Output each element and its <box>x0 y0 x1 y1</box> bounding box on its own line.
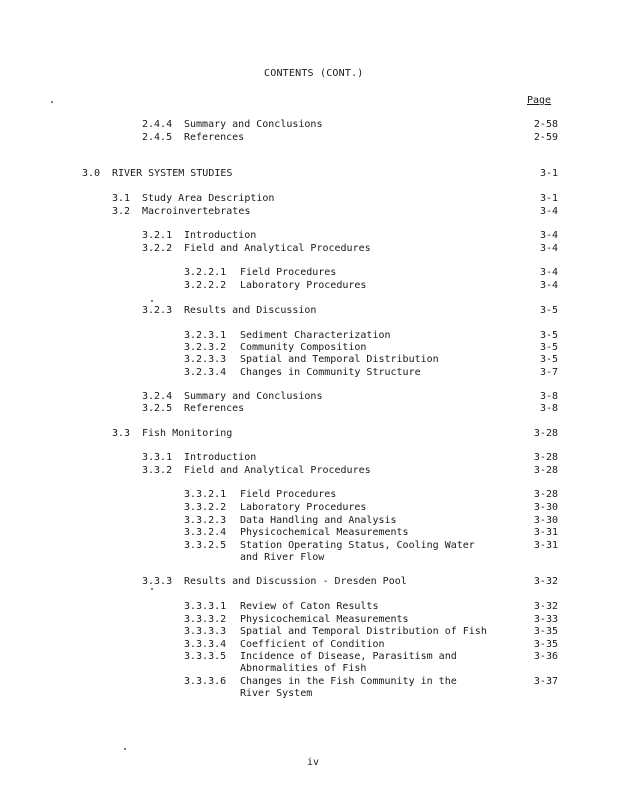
toc-entry-page: 3-30 <box>533 502 558 513</box>
toc-entry-number: 3.3.2.2 <box>184 502 227 513</box>
scan-speck <box>151 300 153 302</box>
toc-entry-number: 3.2.1 <box>142 230 173 241</box>
toc-entry-page: 3-37 <box>533 676 558 687</box>
toc-entry-label: Laboratory Procedures <box>240 502 367 513</box>
toc-entry[interactable] <box>0 132 618 144</box>
toc-entry-page: 3-33 <box>533 614 558 625</box>
toc-entry-label: Changes in Community Structure <box>240 367 421 378</box>
scan-speck <box>124 748 126 750</box>
toc-entry-label-continued: and River Flow <box>240 552 325 563</box>
scan-speck <box>51 101 53 103</box>
toc-entry-number: 3.2.3.1 <box>184 330 227 341</box>
toc-entry-number: 3.3 <box>112 428 131 439</box>
toc-entry-page: 3-4 <box>539 280 558 291</box>
toc-entry-number: 3.2.2.1 <box>184 267 227 278</box>
toc-entry-continuation <box>0 552 618 564</box>
toc-entry-page: 3-8 <box>539 391 558 402</box>
toc-entry-label: Summary and Conclusions <box>184 119 323 130</box>
toc-entry-page: 3-5 <box>539 305 558 316</box>
toc-entry-label: Laboratory Procedures <box>240 280 367 291</box>
toc-entry-number: 3.2 <box>112 206 131 217</box>
toc-entry-number: 2.4.5 <box>142 132 173 143</box>
toc-entry[interactable] <box>0 489 618 501</box>
toc-entry-number: 3.3.3.6 <box>184 676 227 687</box>
toc-entry-page: 3-1 <box>539 168 558 179</box>
toc-entry-label: Introduction <box>184 230 257 241</box>
toc-entry[interactable] <box>0 391 618 403</box>
toc-entry-label: Data Handling and Analysis <box>240 515 397 526</box>
toc-entry-page: 3-31 <box>533 527 558 538</box>
toc-entry-page: 3-4 <box>539 230 558 241</box>
toc-entry-page: 3-28 <box>533 452 558 463</box>
toc-entry-label: References <box>184 403 245 414</box>
toc-entry-label: Introduction <box>184 452 257 463</box>
toc-entry[interactable] <box>0 601 618 613</box>
toc-entry-label: Summary and Conclusions <box>184 391 323 402</box>
toc-entry-page: 3-4 <box>539 206 558 217</box>
toc-entry-label: Incidence of Disease, Parasitism and <box>240 651 457 662</box>
toc-entry-label-continued: Abnormalities of Fish <box>240 663 367 674</box>
toc-entry[interactable] <box>0 651 618 663</box>
toc-entry-number: 3.2.3.2 <box>184 342 227 353</box>
toc-entry-page: 3-35 <box>533 626 558 637</box>
toc-entry-number: 3.2.3 <box>142 305 173 316</box>
toc-entry[interactable] <box>0 452 618 464</box>
toc-entry-label: Physicochemical Measurements <box>240 527 409 538</box>
toc-entry[interactable] <box>0 330 618 342</box>
toc-entry-page: 3-28 <box>533 428 558 439</box>
toc-entry-label: Field Procedures <box>240 267 337 278</box>
toc-entry-page: 2-59 <box>533 132 558 143</box>
toc-entry-label: Spatial and Temporal Distribution <box>240 354 439 365</box>
toc-entry-number: 3.1 <box>112 193 131 204</box>
toc-entry-page: 3-28 <box>533 489 558 500</box>
toc-entry-label: Changes in the Fish Community in the <box>240 676 457 687</box>
toc-entry-label: Field Procedures <box>240 489 337 500</box>
toc-entry-label: Fish Monitoring <box>142 428 233 439</box>
toc-entry-page: 3-5 <box>539 342 558 353</box>
toc-entry[interactable] <box>0 576 618 588</box>
toc-entry-number: 3.2.2 <box>142 243 173 254</box>
toc-entry[interactable] <box>0 193 618 205</box>
toc-entry-number: 3.3.1 <box>142 452 173 463</box>
toc-entry[interactable] <box>0 502 618 514</box>
toc-entry-label: Station Operating Status, Cooling Water <box>240 540 475 551</box>
toc-entry[interactable] <box>0 243 618 255</box>
toc-entry-page: 3-31 <box>533 540 558 551</box>
toc-entry[interactable] <box>0 515 618 527</box>
toc-entry-label: Results and Discussion <box>184 305 317 316</box>
toc-entry-page: 3-5 <box>539 330 558 341</box>
toc-entry[interactable] <box>0 626 618 638</box>
toc-entry-number: 3.2.2.2 <box>184 280 227 291</box>
toc-entry-number: 3.3.3.2 <box>184 614 227 625</box>
toc-entry[interactable] <box>0 168 618 180</box>
toc-entry-number: 2.4.4 <box>142 119 173 130</box>
toc-entry-label: References <box>184 132 245 143</box>
toc-entry-number: 3.3.3.3 <box>184 626 227 637</box>
toc-entry-number: 3.0 <box>82 168 101 179</box>
toc-entry[interactable] <box>0 403 618 415</box>
toc-entry-label: Results and Discussion - Dresden Pool <box>184 576 407 587</box>
toc-entry[interactable] <box>0 465 618 477</box>
toc-entry-label: Coefficient of Condition <box>240 639 385 650</box>
toc-entry[interactable] <box>0 367 618 379</box>
toc-entry-continuation <box>0 688 618 700</box>
toc-entry-label: Macroinvertebrates <box>142 206 251 217</box>
toc-entry[interactable] <box>0 342 618 354</box>
toc-entry-number: 3.3.2 <box>142 465 173 476</box>
toc-entry-label: Study Area Description <box>142 193 275 204</box>
toc-entry-continuation <box>0 663 618 675</box>
toc-entry[interactable] <box>0 267 618 279</box>
toc-entry-label: Review of Caton Results <box>240 601 379 612</box>
toc-entry-page: 3-1 <box>539 193 558 204</box>
toc-entry-number: 3.3.2.3 <box>184 515 227 526</box>
toc-entry-number: 3.2.3.3 <box>184 354 227 365</box>
toc-entry[interactable] <box>0 206 618 218</box>
toc-entry[interactable] <box>0 354 618 366</box>
toc-entry-number: 3.3.3.5 <box>184 651 227 662</box>
toc-entry-number: 3.2.5 <box>142 403 173 414</box>
toc-entry-page: 3-8 <box>539 403 558 414</box>
page-column-header: Page <box>527 95 552 106</box>
toc-entry-label: Physicochemical Measurements <box>240 614 409 625</box>
page-number: iv <box>307 757 320 768</box>
toc-entry-number: 3.3.3.1 <box>184 601 227 612</box>
toc-entry-number: 3.2.4 <box>142 391 173 402</box>
toc-entry-page: 3-4 <box>539 267 558 278</box>
toc-entry[interactable] <box>0 540 618 552</box>
toc-entry-page: 3-5 <box>539 354 558 365</box>
toc-entry-number: 3.3.2.5 <box>184 540 227 551</box>
toc-entry-page: 3-32 <box>533 576 558 587</box>
toc-entry-label: Field and Analytical Procedures <box>184 243 371 254</box>
toc-entry-page: 3-7 <box>539 367 558 378</box>
toc-entry-number: 3.3.2.1 <box>184 489 227 500</box>
toc-entry-page: 3-32 <box>533 601 558 612</box>
toc-entry[interactable] <box>0 527 618 539</box>
toc-entry-number: 3.2.3.4 <box>184 367 227 378</box>
toc-entry[interactable] <box>0 305 618 317</box>
toc-entry[interactable] <box>0 119 618 131</box>
toc-entry-page: 3-35 <box>533 639 558 650</box>
toc-entry-label: RIVER SYSTEM STUDIES <box>112 168 233 179</box>
toc-entry-label: Sediment Characterization <box>240 330 391 341</box>
toc-entry-label: Spatial and Temporal Distribution of Fish <box>240 626 487 637</box>
toc-entry[interactable] <box>0 676 618 688</box>
toc-entry-page: 2-58 <box>533 119 558 130</box>
toc-entry-label: Field and Analytical Procedures <box>184 465 371 476</box>
toc-entry[interactable] <box>0 428 618 440</box>
toc-entry[interactable] <box>0 230 618 242</box>
toc-entry-label: Community Composition <box>240 342 367 353</box>
toc-entry[interactable] <box>0 639 618 651</box>
toc-entry[interactable] <box>0 614 618 626</box>
toc-entry-page: 3-30 <box>533 515 558 526</box>
toc-entry[interactable] <box>0 280 618 292</box>
toc-entry-number: 3.3.3 <box>142 576 173 587</box>
toc-entry-page: 3-28 <box>533 465 558 476</box>
toc-entry-page: 3-36 <box>533 651 558 662</box>
toc-entry-label-continued: River System <box>240 688 313 699</box>
toc-entry-page: 3-4 <box>539 243 558 254</box>
toc-entry-number: 3.3.2.4 <box>184 527 227 538</box>
scan-speck <box>151 588 153 590</box>
page-title: CONTENTS (CONT.) <box>264 68 364 79</box>
toc-entry-number: 3.3.3.4 <box>184 639 227 650</box>
